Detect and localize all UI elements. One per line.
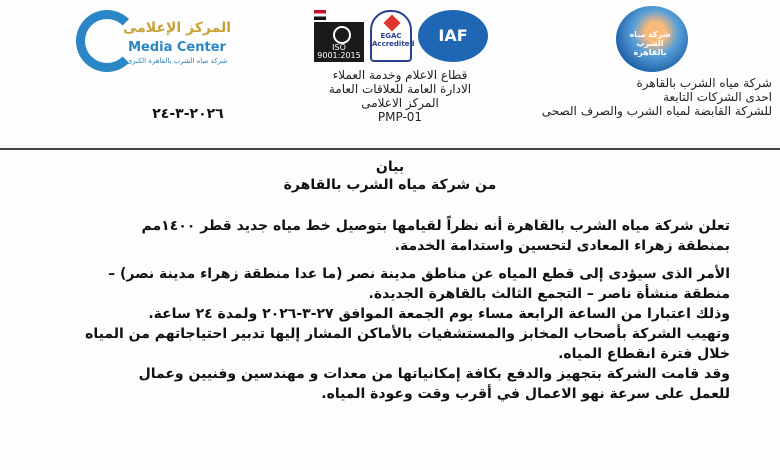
statement-body [40, 216, 730, 404]
iso-certificate-logo [314, 22, 364, 62]
egac-mark-icon [384, 15, 401, 32]
statement-date: ٢٠٢٦-٣-٢٤ [152, 106, 224, 122]
media-center-subtitle: شركة مياه الشرب بالقاهرة الكبرى [126, 57, 228, 65]
company-line: للشركة القابضة لمياه الشرب والصرف الصحى [541, 104, 772, 118]
body-line: تعلن شركة مياه الشرب بالقاهرة أنه نظراً لقيامها بتوصيل خط مياه جديد قطر ١٤٠٠مم [141, 218, 730, 234]
egac-logo [370, 10, 415, 62]
media-center-logo [76, 10, 236, 80]
body-line: الأمر الذى سيؤدى إلى قطع المياه عن مناطق مدينة نصر (ما عدا منطقة زهراء مدينة نصر) – [108, 266, 730, 282]
company-line: احدى الشركات التابعة [663, 90, 772, 104]
egac-label: EGAC Accredited [372, 32, 415, 48]
water-company-logo [608, 6, 688, 76]
department-block [300, 68, 500, 124]
media-center-english: Media Center [128, 40, 226, 55]
dept-line: قطاع الاعلام وخدمة العملاء [332, 68, 468, 82]
dept-line: المركز الاعلامى [361, 96, 439, 110]
body-line: وذلك اعتبارا من الساعة الرابعة مساء يوم الجمعة الموافق ٢٧-٣-٢٠٢٦ ولمدة ٢٤ ساعة. [148, 306, 730, 322]
statement-title [240, 158, 540, 194]
egypt-flag-icon [314, 10, 326, 20]
iaf-logo: IAF [418, 10, 488, 62]
title-from: من شركة مياه الشرب بالقاهرة [283, 177, 497, 193]
media-center-arabic: المركز الإعلامى [122, 20, 232, 36]
certification-logos [310, 6, 490, 62]
body-line: وتهيب الشركة بأصحاب المخابز والمستشفيات بالأماكن المشار إليها تدبير احتياجاتهم من المياه [85, 326, 730, 342]
check-icon [333, 26, 351, 44]
iso-label: ISO 9001:2015 [317, 43, 361, 60]
body-line: وقد قامت الشركة بتجهيز والدفع بكافة إمكانياتها من معدات و مهندسين وفنيين وعمال [138, 366, 730, 382]
document-code: PMP-01 [377, 110, 423, 124]
body-line: للعمل على سرعة نهو الاعمال في أقرب وقت وعودة المياه. [321, 386, 730, 402]
letterhead [0, 0, 780, 150]
company-name-block [472, 76, 772, 118]
company-line: شركة مياه الشرب بالقاهرة [636, 76, 772, 90]
title-statement: بيان [375, 159, 405, 175]
logo-right-text: شركة مياه الشرب بالقاهرة [629, 30, 671, 57]
header-divider [0, 148, 780, 150]
body-line: منطقة منشأة ناصر – التجمع الثالث بالقاهرة الجديدة. [368, 286, 730, 302]
body-line: خلال فترة انقطاع المياه. [558, 346, 730, 362]
body-line: بمنطقة زهراء المعادى لتحسين واستدامة الخدمة. [394, 238, 730, 254]
dept-line: الادارة العامة للعلاقات العامة [328, 82, 472, 96]
